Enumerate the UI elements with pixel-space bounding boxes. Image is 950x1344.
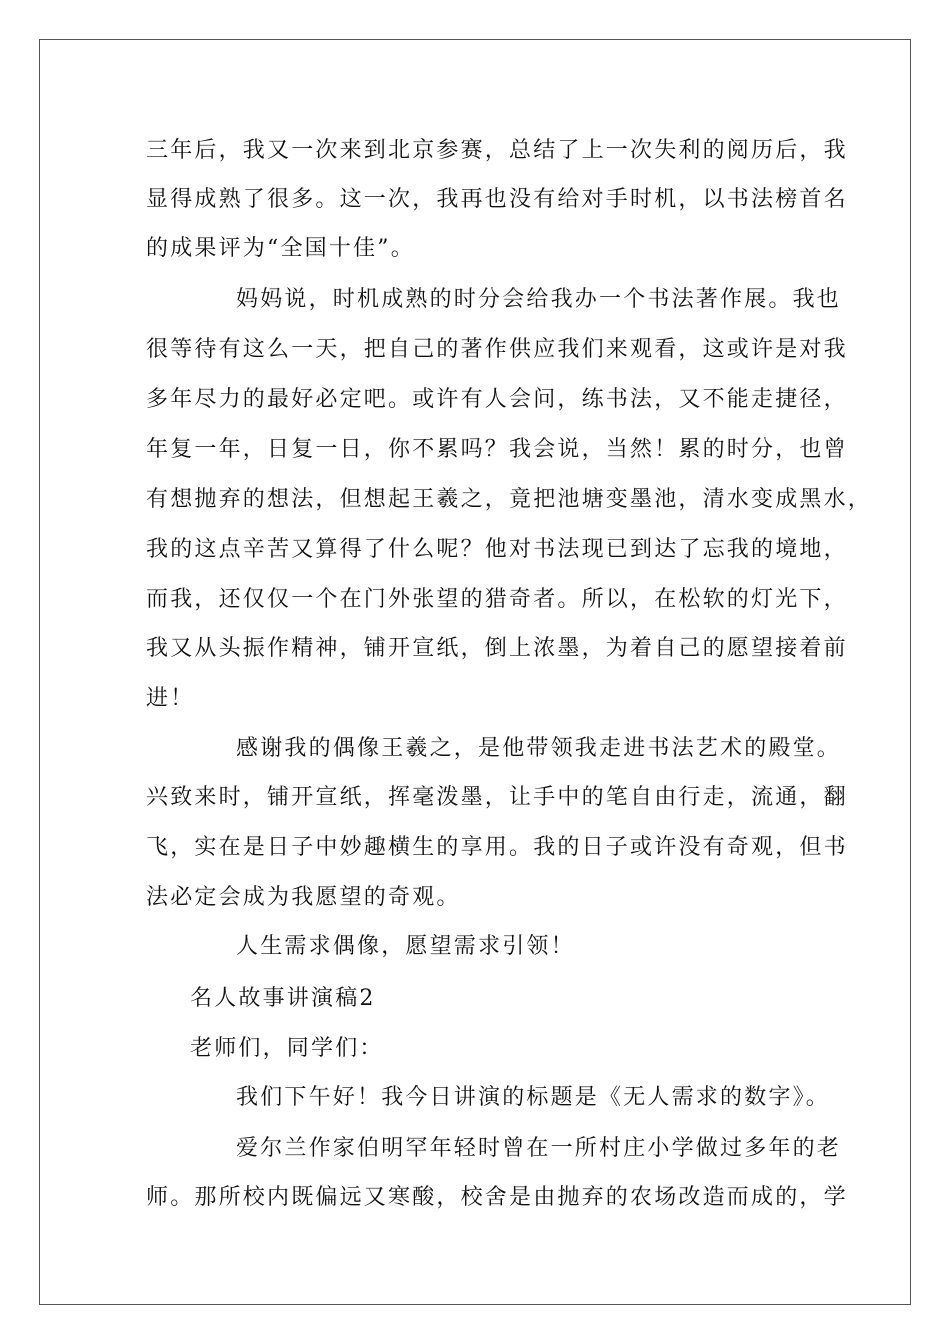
text-line: 人生需求偶像，愿望需求引领！ xyxy=(236,934,575,959)
text-line: 爱尔兰作家伯明罕年轻时曾在一所村庄小学做过多年的老 xyxy=(236,1136,842,1161)
text-line: 老师们，同学们： xyxy=(190,1036,384,1061)
text-line: 的成果评为“全国十佳”。 xyxy=(146,236,415,261)
text-line: 三年后，我又一次来到北京参赛，总结了上一次失利的阅历后，我 xyxy=(146,138,848,163)
text-line: 而我，还仅仅一个在门外张望的猎奇者。所以，在松软的灯光下， xyxy=(146,587,848,612)
text-line: 很等待有这么一天，把自己的著作供应我们来观看，这或许是对我 xyxy=(146,337,848,362)
text-line: 感谢我的偶像王羲之，是他带领我走进书法艺术的殿堂。 xyxy=(236,736,842,761)
text-line: 进！ xyxy=(146,686,195,711)
text-line: 法必定会成为我愿望的奇观。 xyxy=(146,885,461,910)
text-line: 我们下午好！我今日讲演的标题是《无人需求的数字》。 xyxy=(236,1085,831,1110)
text-line: 我又从头振作精神，铺开宣纸，倒上浓墨，为着自己的愿望接着前 xyxy=(146,636,848,661)
text-line: 妈妈说，时机成熟的时分会给我办一个书法著作展。我也 xyxy=(236,287,842,312)
text-line: 兴致来时，铺开宣纸，挥毫泼墨，让手中的笔自由行走，流通，翻 xyxy=(146,785,848,810)
text-line: 显得成熟了很多。这一次，我再也没有给对手时机，以书法榜首名 xyxy=(146,187,848,212)
page-border xyxy=(39,39,911,1305)
text-line: 飞，实在是日子中妙趣横生的享用。我的日子或许没有奇观，但书 xyxy=(146,835,848,860)
text-line: 年复一年，日复一日，你不累吗？我会说，当然！累的时分，也曾 xyxy=(146,437,848,462)
text-line: 有想抛弃的想法，但想起王羲之，竟把池塘变墨池，清水变成黑水， xyxy=(146,487,873,512)
section-heading: 名人故事讲演稿2 xyxy=(190,986,376,1011)
text-line: 师。那所校内既偏远又寒酸，校舍是由抛弃的农场改造而成的，学 xyxy=(146,1185,848,1210)
text-line: 多年尽力的最好必定吧。或许有人会问，练书法，又不能走捷径， xyxy=(146,387,848,412)
text-line: 我的这点辛苦又算得了什么呢？他对书法现已到达了忘我的境地， xyxy=(146,537,848,562)
